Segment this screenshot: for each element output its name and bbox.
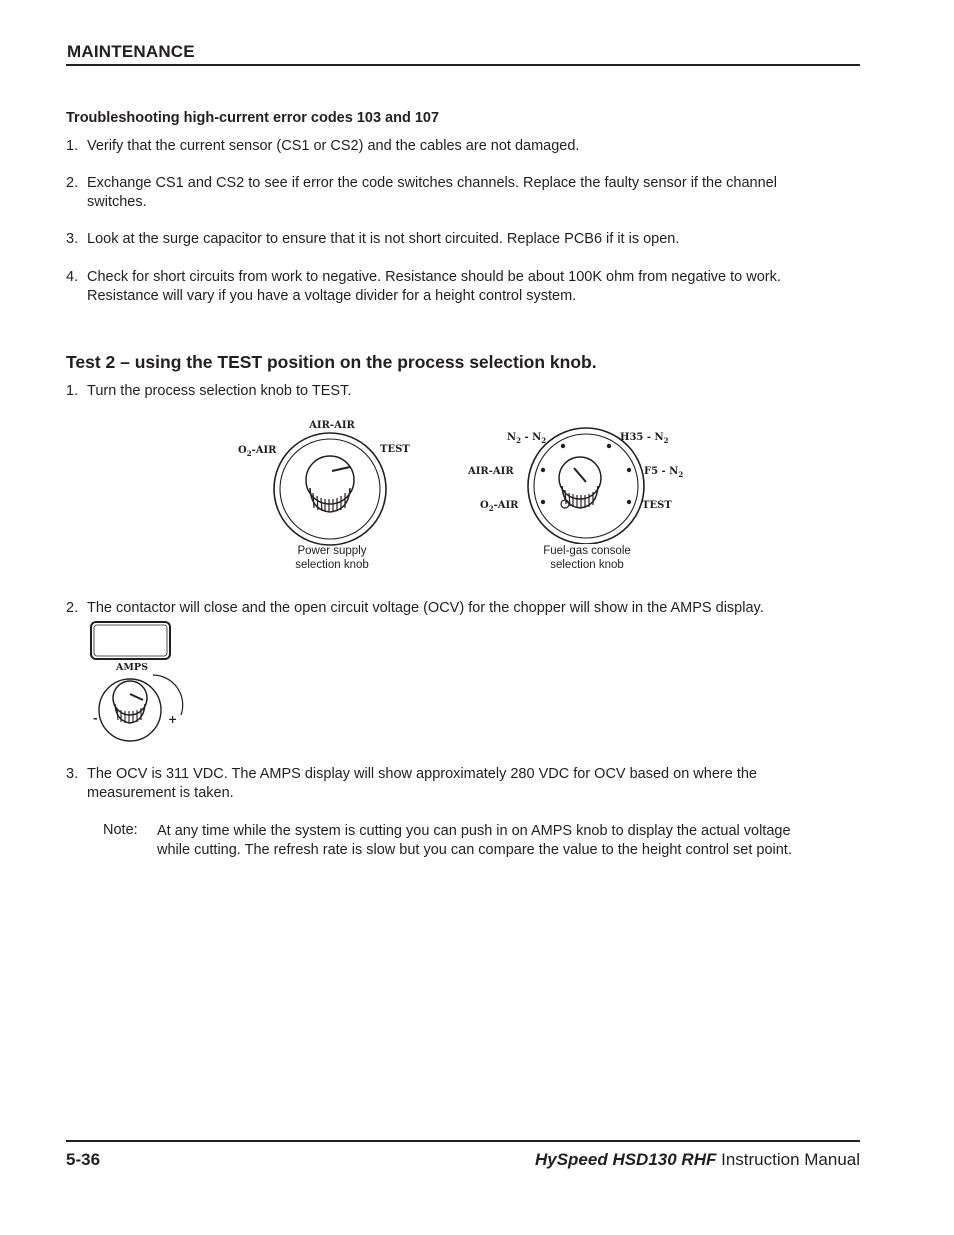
list-text: Look at the surge capacitor to ensure that it is not short circuited. Replace PCB6 if it is open. xyxy=(87,231,680,247)
list-number: 2. xyxy=(66,600,79,616)
amps-display-diagram xyxy=(86,620,190,744)
footer-brand: HySpeed HSD130 RHF xyxy=(534,1150,717,1169)
knob-label-test: TEST xyxy=(380,444,410,455)
list-number: 4. xyxy=(66,269,79,285)
knob-label-air-air: AIR-AIR xyxy=(468,466,514,477)
list-number: 2. xyxy=(66,175,79,191)
list-item xyxy=(66,599,826,618)
footer-rule xyxy=(66,1140,860,1142)
footer-title xyxy=(535,1150,860,1170)
list-number: 3. xyxy=(66,766,79,782)
power-supply-knob-diagram xyxy=(232,414,422,546)
list-number: 3. xyxy=(66,231,79,247)
fuel-gas-knob-diagram xyxy=(462,424,694,544)
knob-label-o2-air: $O_2$-AIR xyxy=(238,445,277,458)
page-number: 5-36 xyxy=(66,1150,101,1169)
list-text: The OCV is 311 VDC. The AMPS display will show approximately 280 VDC for OCV based on where the measurement is taken. xyxy=(87,766,757,801)
list-item xyxy=(66,765,826,802)
knob-label-h35-n2: $H35 - N_2$ xyxy=(620,432,669,445)
amps-minus-label: - xyxy=(93,712,98,725)
fuel-knob-caption: Fuel-gas console selection knob xyxy=(543,545,631,571)
note-text: At any time while the system is cutting you can push in on AMPS knob to display the actual voltage while cutting. The refresh rate is slow but you can compare the value to the height control set point. xyxy=(157,823,792,858)
list-item xyxy=(66,174,826,211)
knob-label-test: TEST xyxy=(642,500,672,511)
list-text: Exchange CS1 and CS2 to see if error the code switches channels. Replace the faulty sensor if the channel switches. xyxy=(87,175,777,210)
test2-heading: Test 2 – using the TEST position on the process selection knob. xyxy=(66,352,597,372)
knob-label-o2-air: $O_2$-AIR xyxy=(480,500,519,513)
amps-label: AMPS xyxy=(116,662,148,673)
list-item xyxy=(66,137,826,156)
header-rule xyxy=(66,64,860,66)
knob-label-f5-n2: $F5 - N_2$ xyxy=(644,466,684,479)
list-number: 1. xyxy=(66,383,79,399)
list-item xyxy=(66,230,826,249)
list-text: Turn the process selection knob to TEST. xyxy=(87,383,352,399)
troubleshooting-heading: Troubleshooting high-current error codes 103 and 107 xyxy=(66,110,440,126)
list-number: 1. xyxy=(66,138,79,154)
power-knob-caption: Power supply selection knob xyxy=(295,545,369,571)
note-label: Note: xyxy=(103,822,138,838)
amps-plus-label: + xyxy=(168,713,178,726)
footer-manual-label: Instruction Manual xyxy=(721,1150,860,1169)
knob-label-air-air: AIR-AIR xyxy=(309,420,355,431)
knob-label-n2-n2: $N_2 - N_2$ xyxy=(507,432,547,445)
list-text: The contactor will close and the open circuit voltage (OCV) for the chopper will show in the AMPS display. xyxy=(87,600,764,616)
list-text: Verify that the current sensor (CS1 or CS2) and the cables are not damaged. xyxy=(87,138,580,154)
list-item xyxy=(66,268,826,305)
section-header: MAINTENANCE xyxy=(67,42,195,61)
list-text: Check for short circuits from work to negative. Resistance should be about 100K ohm from negative to work. Resistance will vary if you have a voltage divider for a height control system. xyxy=(87,269,781,304)
list-item xyxy=(66,382,826,401)
